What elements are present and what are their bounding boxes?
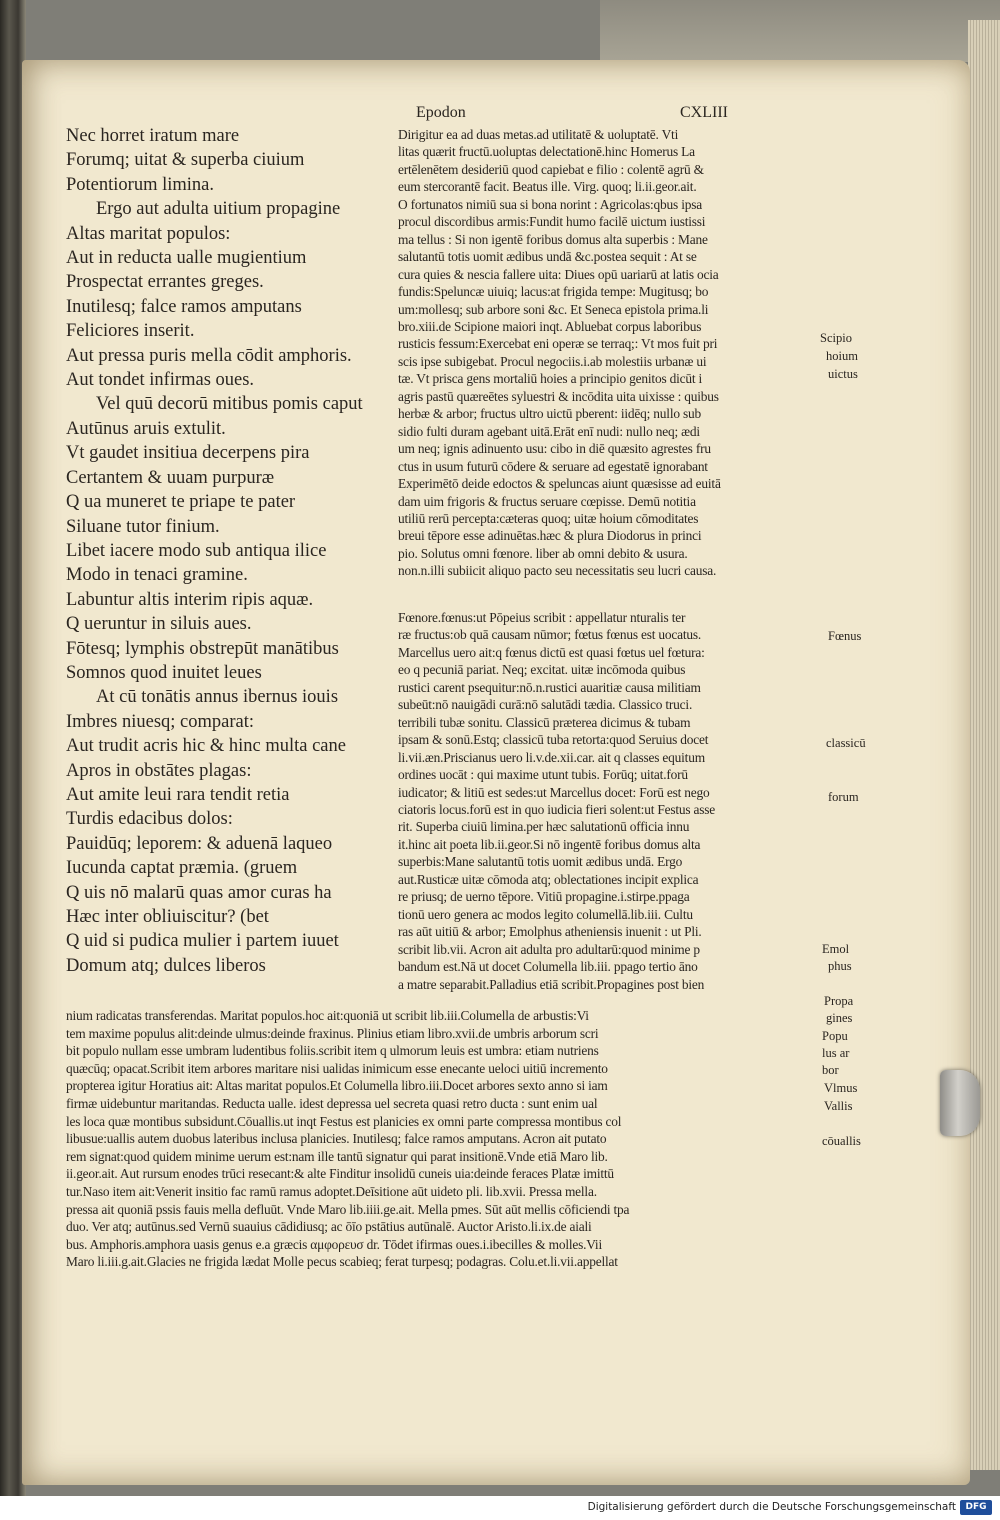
commentary-line: ctus in usum futurū cōdere & seruare ad egestatē ignorabant <box>398 458 708 474</box>
commentary-line: non.n.illi subiicit aliquo pacto seu necessitatis seu lucri causa. <box>398 563 717 579</box>
poem-line: Altas maritat populos: <box>66 223 231 244</box>
poem-line: Feliciores inserit. <box>66 321 195 342</box>
commentary-line: O fortunatos nimiū sua si bona norint : Agricolas:qbus ipsa <box>398 196 702 212</box>
commentary-line: herbæ & arbor; fructus ultro uictū pberent: iidēq; nullo sub <box>398 406 701 422</box>
poem-line: At cū tonātis annus ibernus iouis <box>96 687 339 708</box>
commentary-line: propterea igitur Horatius ait: Altas maritat populos.Et Columella libro.iii.Docet arbores sexto anno si iam <box>66 1078 608 1094</box>
commentary-line: dam uim frigoris & fructus seruare cœpisse. Demū notitia <box>398 493 696 509</box>
footer-bar <box>0 1496 1000 1520</box>
poem-line: Q uis nō malarū quas amor curas ha <box>66 882 332 903</box>
poem-line: Domum atq; dulces liberos <box>66 955 266 976</box>
commentary-line: salutantū totis uomit ædibus undā &c.postea sequit : At se <box>398 249 697 265</box>
poem-column <box>66 124 396 978</box>
commentary-line: tur.Naso item ait:Venerit insitio fac ramū ramus adoptet.Deīsitione aūt uideto pli. lib.xvii. Pressa mella. <box>66 1183 597 1199</box>
commentary-line: iudicator; & litiū est sedes:ut Marcellus docet: Forū est nego <box>398 784 710 800</box>
commentary-line: superbis:Mane salutantū totis uomit ædibus undā. Ergo <box>398 854 683 870</box>
commentary-line: bus. Amphoris.amphora uasis genus e.a græcis αμφορευσ dr. Tōdet ifirmas oues.i.ibecilles & molles.Vii <box>66 1236 602 1252</box>
poem-line: Q uid si pudica mulier i partem iuuet <box>66 931 339 952</box>
poem-line: Aut trudit acris hic & hinc multa cane <box>66 736 346 757</box>
margin-note: Scipio <box>820 331 852 345</box>
commentary-line: breui tēpore esse adinuētas.hæc & plura Diodorus in princi <box>398 528 702 544</box>
commentary-line: ciatoris locus.forū est in quo iudicia fieri solent:ut Festus asse <box>398 801 716 817</box>
poem-line: Imbres niuesq; comparat: <box>66 711 255 732</box>
commentary-line: eum stercorantē facit. Beatus ille. Virg. quoq; li.ii.geor.ait. <box>398 179 697 195</box>
commentary-line: ma tellus : Si non igentē foribus domus alta superbis : Mane <box>398 231 708 247</box>
poem-line: Q ua muneret te priape te pater <box>66 492 296 513</box>
margin-note: hoium <box>826 349 858 363</box>
page-clip <box>940 1070 980 1136</box>
poem-line: Libet iacere modo sub antiqua ilice <box>66 540 327 561</box>
commentary-line: rem signat:quod quidem minime uerum est:nam ille tantū signatur qui parat insitionē.Vnde etiā Maro lib. <box>66 1148 608 1164</box>
commentary-line: subeūt:nō nauigādi curā:nō salutādi tædia. Classico truci. <box>398 697 693 713</box>
poem-line: Siluane tutor finium. <box>66 516 220 537</box>
poem-line: Nec horret iratum mare <box>66 126 240 146</box>
poem-line: Prospectat errantes greges. <box>66 272 264 293</box>
commentary-line: fundis:Speluncæ uiuiq; lacus:at frigida tempe: Mugitusq; bo <box>398 284 709 300</box>
poem-line: Modo in tenaci gramine. <box>66 565 248 586</box>
margin-note: Fœnus <box>828 629 862 643</box>
poem-line: Fōtesq; lymphis obstrepūt manātibus <box>66 638 339 659</box>
poem-line: Aut in reducta ualle mugientium <box>66 248 307 269</box>
commentary-bottom-block <box>66 1007 822 1271</box>
commentary-line: Maro li.iii.g.ait.Glacies ne frigida lædat Molle pecus scabieq; ferat turpesq; podagras. Colu.et.li.vii.appellat <box>66 1254 618 1270</box>
poem-line: Somnos quod inuitet leues <box>66 662 262 683</box>
commentary-line: ordines uocāt : qui maxime utunt tubis. Forūq; uitat.forū <box>398 767 688 783</box>
commentary-line: bandum est.Nā ut docet Columella lib.iii. ppago tertio āno <box>398 959 698 975</box>
commentary-line: agris pastū quæreētes syluestri & incōdita uita uixisse : quibus <box>398 388 719 404</box>
commentary-line: quæcūq; opacat.Scribit item arbores maritare nisi ualidas inimicum esse enecante ueloci uitiū incremento <box>66 1060 608 1076</box>
commentary-line: ertēlenētem desideriū quod capiebat e filio : colentē agrū & <box>398 161 704 177</box>
poem-line: Turdis edacibus dolos: <box>66 809 233 830</box>
margin-note: uictus <box>828 367 858 381</box>
margin-note: Popu <box>822 1029 848 1043</box>
commentary-line: li.vii.æn.Priscianus uero li.v.de.xii.car. ait q classes equitum <box>398 749 705 765</box>
poem-line: Aut pressa puris mella cōdit amphoris. <box>66 345 352 366</box>
commentary-line: firmæ uidebuntur maritandas. Reducta ualle. idest depressa uel secreta quasi retro ducta : sunt enim ual <box>66 1095 598 1111</box>
poem-line: Hæc inter obliuiscitur? (bet <box>66 907 269 927</box>
commentary-line: tem maxime populus alit:deinde ulmus:deinde fraxinus. Plinius etiam libro.xvii.de umbris arborum scri <box>66 1025 599 1041</box>
commentary-line: pio. Solutus omni fœnore. liber ab omni debito & usura. <box>398 545 688 561</box>
commentary-line: terribili tubæ sonitu. Classicū præterea dicimus & tubam <box>398 714 691 730</box>
commentary-line: ræ fructus:ob quā causam nūmor; fœtus fœnus est uocatus. <box>398 627 702 643</box>
commentary-line: re priusq; de uerno tēpore. Vitiū propagine.i.stirpe.ppaga <box>398 889 690 905</box>
commentary-line: tionū uero genera ac modos legito columellā.lib.iii. Cultu <box>398 906 693 922</box>
commentary-line: Dirigitur ea ad duas metas.ad utilitatē & uoluptatē. Vti <box>398 127 679 142</box>
margin-note: cōuallis <box>822 1134 861 1148</box>
poem-line: Vt gaudet insitiua decerpens pira <box>66 443 310 464</box>
commentary-line: scribit lib.vii. Acron ait adulta pro adultarū:quod minime p <box>398 941 700 957</box>
commentary-line: cura quies & nescia fallere uita: Diues opū uariarū at latis ocia <box>398 266 719 282</box>
margin-note: forum <box>828 790 859 804</box>
poem-line: Vel quū decorū mitibus pomis caput <box>96 394 363 415</box>
poem-line: Apros in obstātes plagas: <box>66 760 252 781</box>
poem-line: Potentiorum limina. <box>66 174 214 195</box>
margin-note: gines <box>826 1011 853 1025</box>
page-stack-top <box>600 0 1000 62</box>
commentary-line: eo q pecuniā pariat. Neq; excitat. uitæ incōmoda quibus <box>398 662 686 678</box>
margin-note: phus <box>828 959 852 973</box>
poem-line: Autūnus aruis extulit. <box>66 418 226 439</box>
fore-edge <box>968 20 1000 1470</box>
poem-line: Iucunda captat præmia. (gruem <box>66 858 298 879</box>
commentary-line: Marcellus uero ait:q fœnus dictū est quasi fœtus uel fœtura: <box>398 644 705 660</box>
poem-line: Aut amite leui rara tendit retia <box>66 784 290 805</box>
commentary-line: rustici carent psequitur:nō.n.rustici auaritiæ causa militiam <box>398 679 701 695</box>
commentary-line: um neq; ignis adinuento usu: cibo in diē quæsito agrestes fru <box>398 441 711 457</box>
dfg-logo: DFG <box>960 1500 992 1515</box>
commentary-line: ii.geor.ait. Aut rursum enodes trūci resecant:& alte Finditur insolidū cuneis uia:deinde feraces Platæ imittū <box>66 1166 614 1182</box>
margin-note: Emol <box>822 942 850 956</box>
commentary-line: scis ipse subigebat. Procul negociis.i.ab molestiis urbanæ ui <box>398 353 707 369</box>
running-head-title: Epodon <box>416 104 466 121</box>
margin-note: classicū <box>826 736 866 750</box>
commentary-line: sidio fulti duram agebant uitā.Erāt enī nudi: nullo neq; ædi <box>398 423 700 439</box>
commentary-line: um:mollesq; sub arbore soni &c. Et Seneca epistola prima.li <box>398 301 709 317</box>
commentary-mid-block <box>398 609 820 993</box>
commentary-line: utiliū rerū percepta:cæteras quoq; uitæ hoium cōmoditates <box>398 510 699 526</box>
poem-line: Certantem & uuam purpuræ <box>66 467 275 488</box>
margin-note: Vlmus <box>824 1081 858 1095</box>
margin-note: Vallis <box>824 1099 853 1113</box>
commentary-line: aut.Rusticæ uitæ cōmoda atq; oblectationes incipit explica <box>398 871 699 887</box>
commentary-top-block <box>398 126 820 580</box>
commentary-line: rusticis fessum:Exercebat eni operæ se terraq;: Vt mos fuit pri <box>398 336 718 352</box>
folio-number: CXLIII <box>680 104 728 121</box>
commentary-line: bit populo nullam esse umbram ludentibus foliis.scribit item q ulmorum leuis est umbra: etiam nutriens <box>66 1043 599 1059</box>
funding-credit: Digitalisierung gefördert durch die Deutsche Forschungsgemeinschaft <box>587 1501 956 1513</box>
commentary-line: Fœnore.fœnus:ut Pōpeius scribit : appellatur nturalis ter <box>398 610 686 625</box>
margin-note: Propa <box>824 994 854 1008</box>
poem-line: Q ueruntur in siluis aues. <box>66 614 252 635</box>
commentary-line: pressa ait quoniā pssis fauis mella defluūt. Vnde Maro lib.iiii.ge.ait. Mella pmes. Sūt aūt mellis cōficiendi tpa <box>66 1201 630 1217</box>
poem-line: Labuntur altis interim ripis aquæ. <box>66 589 314 610</box>
commentary-line: a matre separabit.Palladius etiā scribit.Propagines post bien <box>398 976 705 992</box>
commentary-line: les loca quæ montibus subsidunt.Cōuallis.ut inqt Festus est planicies ex omni parte compressa montibus col <box>66 1113 622 1129</box>
commentary-line: ras aūt uitiū & arbor; Emolphus atheniensis inuenit : ut Pli. <box>398 924 702 940</box>
commentary-line: Experimētō deide edoctos & speluncas aiunt quæsisse ad euitā <box>398 476 721 492</box>
commentary-line: tæ. Vt prisca gens mortaliū hoies a principio genitos dicūt i <box>398 371 703 387</box>
margin-note: lus ar <box>822 1046 850 1060</box>
commentary-line: ipsam & sonū.Estq; classicū tuba retorta:quod Seruius docet <box>398 732 709 748</box>
commentary-line: procul discordibus armis:Fundit humo facilē uictum iustissi <box>398 214 706 230</box>
margin-note: bor <box>822 1063 839 1077</box>
poem-line: Pauidūq; leporem: & aduenā laqueo <box>66 833 333 854</box>
poem-line: Inutilesq; falce ramos amputans <box>66 296 302 317</box>
commentary-line: duo. Ver atq; autūnus.sed Vernū suauius cādidiusq; ac ōīo pstātius autūnalē. Auctor Aristo.li.ix.de aiali <box>66 1219 592 1235</box>
commentary-line: nium radicatas transferendas. Maritat populos.hoc ait:quoniā ut scribit lib.iii.Columella de arbustis:Vi <box>66 1008 589 1023</box>
poem-line: Ergo aut adulta uitium propagine <box>96 199 341 220</box>
commentary-line: litas quærit fructū.uoluptas delectationē.hinc Homerus La <box>398 144 695 160</box>
commentary-line: rit. Superba ciuiū limina.per hæc salutationū officia innu <box>398 819 690 835</box>
poem-line: Forumq; uitat & superba ciuium <box>66 150 305 171</box>
commentary-line: it.hinc ait poeta lib.ii.geor.Si nō ingentē foribus domus alta <box>398 836 701 852</box>
commentary-line: libusue:uallis autem duobus lateribus inclusa planicies. Inutilesq; falce ramos amputans. Acron ait putato <box>66 1131 607 1147</box>
commentary-line: bro.xiii.de Scipione maiori inqt. Abluebat corpus laboribus <box>398 318 702 334</box>
poem-line: Aut tondet infirmas oues. <box>66 370 255 391</box>
